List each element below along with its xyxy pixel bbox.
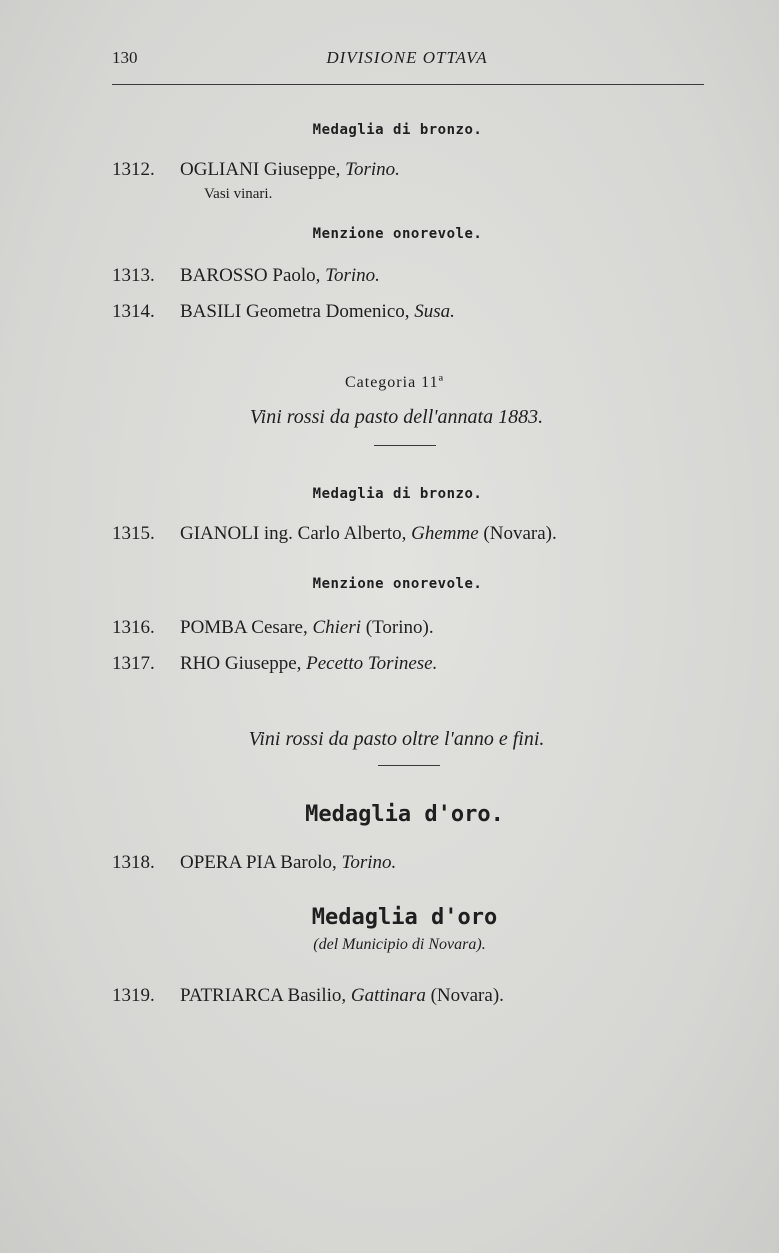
award-heading-bronze: Medaglia di bronzo. — [312, 122, 483, 138]
exhibitor-name: POMBA Cesare, — [180, 617, 313, 638]
entry-text — [180, 522, 557, 546]
header-rule — [112, 84, 704, 85]
page-number: 130 — [112, 48, 138, 67]
exhibitor-name: BASILI Geometra Domenico, — [180, 301, 415, 322]
award-heading-gold-municipal: Medaglia d'oro — [311, 905, 498, 930]
entry-number: 1319. — [112, 985, 155, 1006]
exhibitor-name: BAROSSO Paolo, — [180, 265, 326, 286]
exhibitor-province: (Torino). — [361, 617, 434, 638]
entry-number: 1317. — [112, 653, 155, 674]
entry-text — [180, 616, 434, 640]
entry-1312 — [0, 158, 779, 182]
exhibitor-province: (Novara). — [478, 523, 557, 544]
entry-1315 — [0, 522, 779, 546]
section-title: Vini rossi da pasto oltre l'anno e fini. — [248, 728, 545, 750]
entry-text — [180, 158, 400, 182]
entry-number: 1312. — [112, 159, 155, 180]
page-body — [0, 120, 779, 1008]
entry-1317 — [0, 652, 779, 676]
entry-description: Vasi vinari. — [204, 186, 273, 202]
exhibitor-name: PATRIARCA Basilio, — [180, 985, 351, 1006]
exhibitor-name: RHO Giuseppe, — [180, 653, 307, 674]
entry-number: 1316. — [112, 617, 155, 638]
exhibitor-place: Pecetto Torinese. — [306, 653, 438, 674]
exhibitor-province: (Novara). — [425, 985, 504, 1006]
section-title: Vini rossi da pasto dell'annata 1883. — [249, 406, 544, 428]
exhibitor-place: Gattinara — [350, 985, 426, 1006]
exhibitor-place: Ghemme — [411, 523, 479, 544]
award-heading-bronze: Medaglia di bronzo. — [312, 486, 483, 502]
award-note: (del Municipio di Novara). — [313, 936, 486, 953]
exhibitor-place: Torino. — [325, 265, 380, 286]
section-rule — [374, 445, 436, 446]
section-rule — [378, 765, 440, 766]
award-heading-mention: Menzione onorevole. — [312, 576, 483, 592]
entry-1314 — [0, 300, 779, 324]
entry-number: 1315. — [112, 523, 155, 544]
entry-number: 1318. — [112, 852, 155, 873]
entry-1312-note — [0, 182, 779, 204]
entry-1313 — [0, 264, 779, 288]
entry-text — [180, 264, 380, 288]
entry-1316 — [0, 616, 779, 640]
entry-text — [180, 652, 437, 676]
award-heading-mention: Menzione onorevole. — [312, 226, 483, 242]
entry-text — [180, 984, 504, 1008]
page-header — [112, 48, 702, 74]
entry-text — [180, 851, 396, 875]
running-title: DIVISIONE OTTAVA — [326, 48, 488, 67]
award-heading-gold: Medaglia d'oro. — [305, 802, 504, 827]
entry-number: 1314. — [112, 301, 155, 322]
exhibitor-place: Torino. — [341, 852, 397, 873]
entry-text — [180, 300, 455, 324]
entry-1319 — [0, 984, 779, 1008]
exhibitor-name: OPERA PIA Barolo, — [180, 852, 342, 873]
exhibitor-place: Susa. — [414, 301, 455, 322]
exhibitor-place: Torino. — [345, 159, 400, 180]
exhibitor-place: Chieri — [312, 617, 362, 638]
category-heading: Categoria 11ª — [344, 374, 444, 391]
entry-1318 — [0, 851, 779, 875]
entry-number: 1313. — [112, 265, 155, 286]
exhibitor-name: OGLIANI Giuseppe, — [180, 159, 346, 180]
exhibitor-name: GIANOLI ing. Carlo Alberto, — [180, 523, 412, 544]
